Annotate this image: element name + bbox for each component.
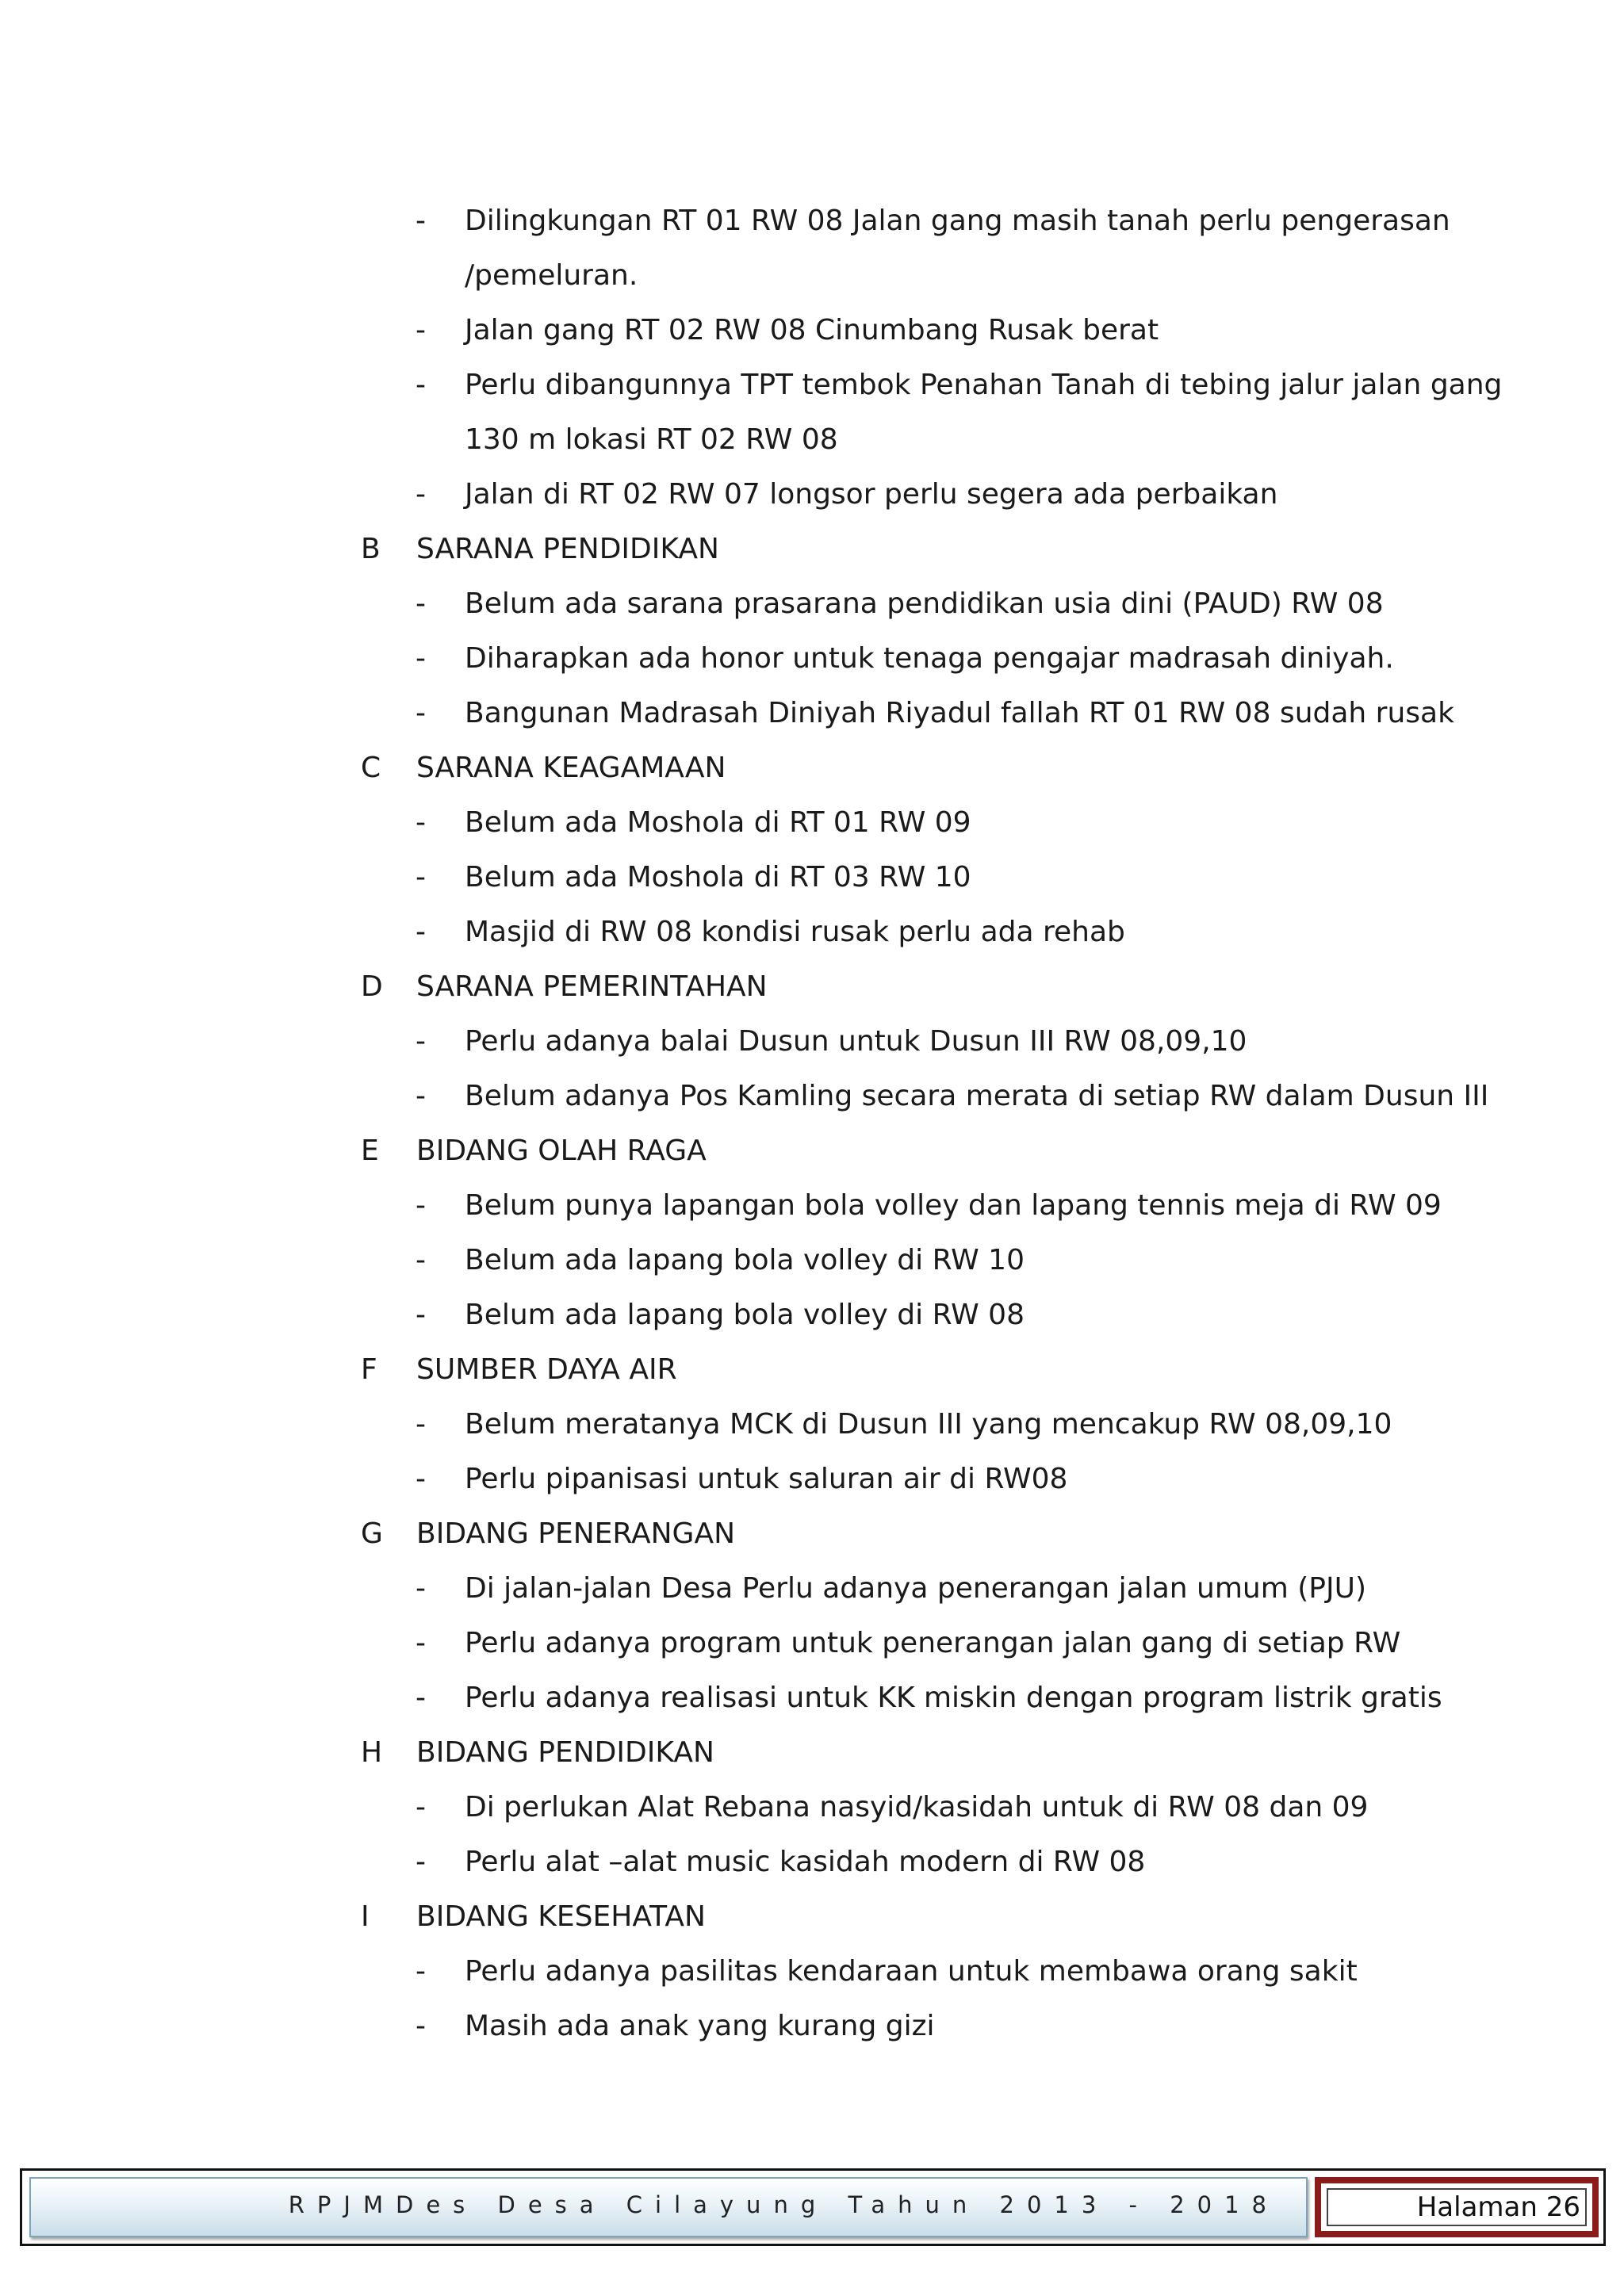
list-item-text: Perlu dibangunnya TPT tembok Penahan Tanah di tebing jalur jalan gang (465, 369, 1503, 401)
section-letter: B (361, 533, 381, 565)
list-item-text: Masih ada anak yang kurang gizi (465, 2010, 935, 2042)
list-item-text: Perlu adanya realisasi untuk KK miskin dengan program listrik gratis (465, 1682, 1442, 1714)
section-heading (0, 740, 1624, 795)
bullet-dash: - (416, 916, 426, 948)
list-item (0, 1069, 1624, 1123)
bullet-dash: - (416, 1846, 426, 1878)
bullet-dash: - (416, 1572, 426, 1605)
list-item-text: Perlu pipanisasi untuk saluran air di RW08 (465, 1463, 1068, 1495)
section-title: SARANA PEMERINTAHAN (416, 970, 768, 1003)
list-item-text: Perlu adanya pasilitas kendaraan untuk membawa orang sakit (465, 1955, 1358, 1988)
bullet-dash: - (416, 1463, 426, 1495)
list-item (0, 467, 1624, 522)
list-item (0, 1452, 1624, 1506)
list-item-text: Dilingkungan RT 01 RW 08 Jalan gang masih tanah perlu pengerasan (465, 205, 1450, 237)
bullet-dash: - (416, 2010, 426, 2042)
bullet-dash: - (416, 697, 426, 729)
footer-title: RPJMDes Desa Cilayung Tahun 2013 - 2018 (288, 2191, 1279, 2218)
page-number-box (1315, 2177, 1599, 2237)
list-item (0, 1835, 1624, 1889)
list-item-text: Belum ada lapang bola volley di RW 08 (465, 1299, 1025, 1331)
section-letter: E (361, 1135, 379, 1167)
bullet-dash: - (416, 806, 426, 839)
section-title: SARANA KEAGAMAAN (416, 752, 726, 784)
bullet-dash: - (416, 861, 426, 894)
list-item-text: Jalan di RT 02 RW 07 longsor perlu segera ada perbaikan (465, 478, 1278, 511)
section-title: BIDANG PENERANGAN (416, 1517, 735, 1550)
list-item (0, 358, 1624, 412)
list-item (0, 576, 1624, 631)
section-letter: F (361, 1353, 377, 1386)
section-title: BIDANG OLAH RAGA (416, 1135, 707, 1167)
section-letter: H (361, 1736, 383, 1769)
page-number: Halaman 26 (1416, 2191, 1580, 2223)
list-item (0, 193, 1624, 248)
section-title: SARANA PENDIDIKAN (416, 533, 719, 565)
section-heading (0, 1725, 1624, 1780)
section-letter: C (361, 752, 381, 784)
list-item-text: Jalan gang RT 02 RW 08 Cinumbang Rusak berat (465, 314, 1159, 346)
section-heading (0, 959, 1624, 1014)
list-item-continuation (0, 412, 1624, 467)
page-number-inner (1327, 2188, 1587, 2226)
bullet-dash: - (416, 478, 426, 511)
list-item-text: Diharapkan ada honor untuk tenaga pengajar madrasah diniyah. (465, 642, 1394, 675)
list-item-continuation-text: /pemeluran. (465, 259, 638, 292)
section-heading (0, 522, 1624, 576)
bullet-dash: - (416, 1189, 426, 1222)
list-item (0, 303, 1624, 358)
bullet-dash: - (416, 205, 426, 237)
bullet-dash: - (416, 1682, 426, 1714)
list-item-text: Belum ada Moshola di RT 01 RW 09 (465, 806, 971, 839)
bullet-dash: - (416, 1299, 426, 1331)
list-item (0, 1178, 1624, 1233)
bullet-dash: - (416, 1627, 426, 1659)
list-item (0, 1780, 1624, 1835)
section-title: SUMBER DAYA AIR (416, 1353, 677, 1386)
list-item-text: Belum punya lapangan bola volley dan lapang tennis meja di RW 09 (465, 1189, 1442, 1222)
list-item (0, 1288, 1624, 1342)
bullet-dash: - (416, 642, 426, 675)
list-item (0, 1670, 1624, 1725)
list-item (0, 850, 1624, 905)
section-heading (0, 1123, 1624, 1178)
bullet-dash: - (416, 1244, 426, 1276)
list-item (0, 1014, 1624, 1069)
list-item (0, 1233, 1624, 1288)
section-heading (0, 1342, 1624, 1397)
bullet-dash: - (416, 1408, 426, 1441)
bullet-dash: - (416, 369, 426, 401)
list-item (0, 905, 1624, 959)
list-item (0, 1561, 1624, 1616)
bullet-dash: - (416, 314, 426, 346)
document-body (0, 193, 1624, 2053)
list-item (0, 795, 1624, 850)
list-item-continuation-text: 130 m lokasi RT 02 RW 08 (465, 423, 838, 456)
list-item-text: Di perlukan Alat Rebana nasyid/kasidah untuk di RW 08 dan 09 (465, 1791, 1369, 1823)
section-letter: I (361, 1900, 370, 1933)
list-item-text: Belum ada sarana prasarana pendidikan usia dini (PAUD) RW 08 (465, 587, 1384, 620)
list-item (0, 1397, 1624, 1452)
footer-title-bar (29, 2177, 1308, 2237)
list-item-text: Belum ada Moshola di RT 03 RW 10 (465, 861, 971, 894)
bullet-dash: - (416, 587, 426, 620)
section-heading (0, 1506, 1624, 1561)
bullet-dash: - (416, 1791, 426, 1823)
list-item (0, 1999, 1624, 2053)
list-item (0, 1944, 1624, 1999)
section-letter: G (361, 1517, 383, 1550)
list-item (0, 1616, 1624, 1670)
list-item-text: Perlu adanya program untuk penerangan jalan gang di setiap RW (465, 1627, 1401, 1659)
section-title: BIDANG PENDIDIKAN (416, 1736, 714, 1769)
list-item-text: Belum adanya Pos Kamling secara merata di setiap RW dalam Dusun III (465, 1080, 1489, 1112)
section-heading (0, 1889, 1624, 1944)
list-item-text: Di jalan-jalan Desa Perlu adanya penerangan jalan umum (PJU) (465, 1572, 1367, 1605)
list-item-text: Belum meratanya MCK di Dusun III yang mencakup RW 08,09,10 (465, 1408, 1392, 1441)
bullet-dash: - (416, 1025, 426, 1058)
list-item (0, 631, 1624, 686)
list-item-text: Perlu adanya balai Dusun untuk Dusun III RW 08,09,10 (465, 1025, 1247, 1058)
list-item-text: Belum ada lapang bola volley di RW 10 (465, 1244, 1025, 1276)
section-title: BIDANG KESEHATAN (416, 1900, 706, 1933)
section-letter: D (361, 970, 383, 1003)
list-item-text: Perlu alat –alat music kasidah modern di RW 08 (465, 1846, 1146, 1878)
list-item-text: Masjid di RW 08 kondisi rusak perlu ada rehab (465, 916, 1125, 948)
bullet-dash: - (416, 1955, 426, 1988)
list-item-text: Bangunan Madrasah Diniyah Riyadul fallah RT 01 RW 08 sudah rusak (465, 697, 1454, 729)
bullet-dash: - (416, 1080, 426, 1112)
list-item (0, 686, 1624, 740)
list-item-continuation (0, 248, 1624, 303)
